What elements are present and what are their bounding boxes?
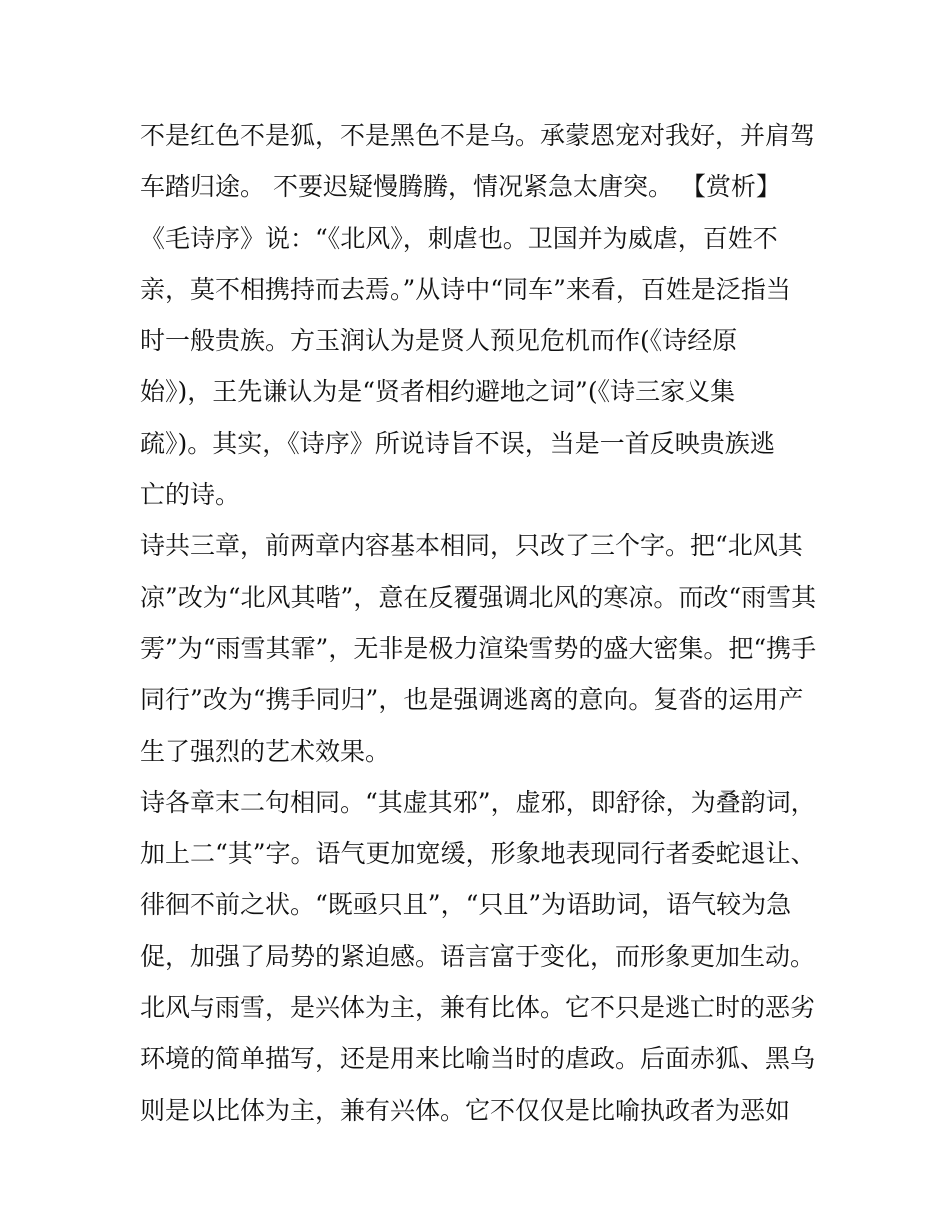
text-line: 环境的简单描写，还是用来比喻当时的虐政。后面赤狐、黑乌	[140, 1044, 816, 1074]
text-line: 亡的诗。	[140, 480, 241, 510]
text-line: 车踏归途。 不要迟疑慢腾腾，情况紧急太唐突。 【赏析】	[140, 172, 781, 202]
document-text-body	[140, 110, 830, 1136]
text-line: 诗共三章，前两章内容基本相同，只改了三个字。把“北风其	[140, 531, 803, 561]
text-line: 加上二“其”字。语气更加宽缓，形象地表现同行者委蛇退让、	[140, 839, 816, 869]
text-line: 不是红色不是狐，不是黑色不是乌。承蒙恩宠对我好，并肩驾	[140, 121, 816, 150]
text-line: 《毛诗序》说：“《北风》，刺虐也。卫国并为威虐，百姓不	[140, 223, 778, 253]
text-line: 徘徊不前之状。“既亟只且”，“只且”为语助词，语气较为急	[140, 890, 792, 920]
text-line: 促，加强了局势的紧迫感。语言富于变化，而形象更加生动。	[140, 941, 816, 971]
text-line: 亲，莫不相携持而去焉。”从诗中“同车”来看，百姓是泛指当	[140, 274, 791, 304]
text-line: 雱”为“雨雪其霏”，无非是极力渲染雪势的盛大密集。把“携手	[140, 633, 817, 663]
text-line: 则是以比体为主，兼有兴体。它不仅仅是比喻执政者为恶如	[140, 1095, 791, 1125]
text-line: 时一般贵族。方玉润认为是贤人预见危机而作(《诗经原	[140, 326, 738, 356]
text-line: 生了强烈的艺术效果。	[140, 736, 391, 766]
text-line: 始》)，王先谦认为是“贤者相约避地之词”(《诗三家义集	[140, 377, 736, 407]
text-line: 疏》)。其实，《诗序》所说诗旨不误，当是一首反映贵族逃	[140, 428, 775, 458]
text-line: 北风与雨雪，是兴体为主，兼有比体。它不只是逃亡时的恶劣	[140, 993, 816, 1023]
text-line: 同行”改为“携手同归”，也是强调逃离的意向。复沓的运用产	[140, 685, 804, 715]
text-line: 凉”改为“北风其喈”，意在反覆强调北风的寒凉。而改“雨雪其	[140, 582, 817, 612]
text-line: 诗各章末二句相同。“其虚其邪”，虚邪，即舒徐，为叠韵词，	[140, 787, 816, 817]
